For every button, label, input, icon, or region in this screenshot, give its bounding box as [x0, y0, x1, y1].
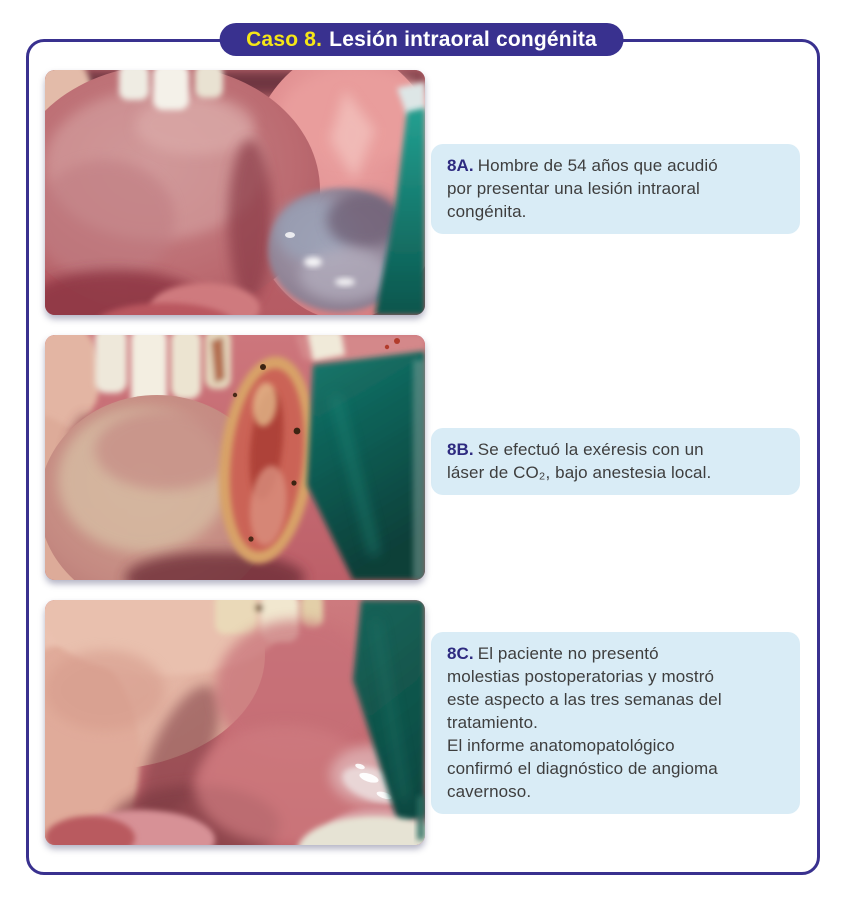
header-pill — [219, 23, 624, 56]
caption-box-8c — [431, 632, 800, 814]
caption-8c — [447, 642, 784, 803]
caption-8b — [447, 438, 784, 484]
photo-8a — [45, 70, 425, 315]
caption-box-8b — [431, 428, 800, 495]
photo-8c-illustration — [45, 600, 425, 845]
photo-8b-illustration — [45, 335, 425, 580]
caption-text-8a: Hombre de 54 años que acudió por presentar una lesión intraoral congénita. — [447, 156, 718, 221]
caption-text-8b: Se efectuó la exéresis con un láser de CO₂, bajo anestesia local. — [447, 440, 712, 482]
caption-text-8c: El paciente no presentó molestias postoperatorias y mostró este aspecto a las tres semanas del tratamiento. El informe anatomopatológico confirmó el diagnóstico de angioma cavernoso. — [447, 644, 722, 801]
photo-8b — [45, 335, 425, 580]
caption-8a — [447, 154, 784, 223]
caption-box-8a — [431, 144, 800, 234]
case-title: Lesión intraoral congénita — [329, 27, 597, 51]
photo-8a-illustration — [45, 70, 425, 315]
caption-label-8c: 8C. — [447, 644, 474, 663]
case-number-label: Caso 8. — [246, 27, 323, 51]
caption-label-8b: 8B. — [447, 440, 474, 459]
photo-8c — [45, 600, 425, 845]
caption-label-8a: 8A. — [447, 156, 474, 175]
